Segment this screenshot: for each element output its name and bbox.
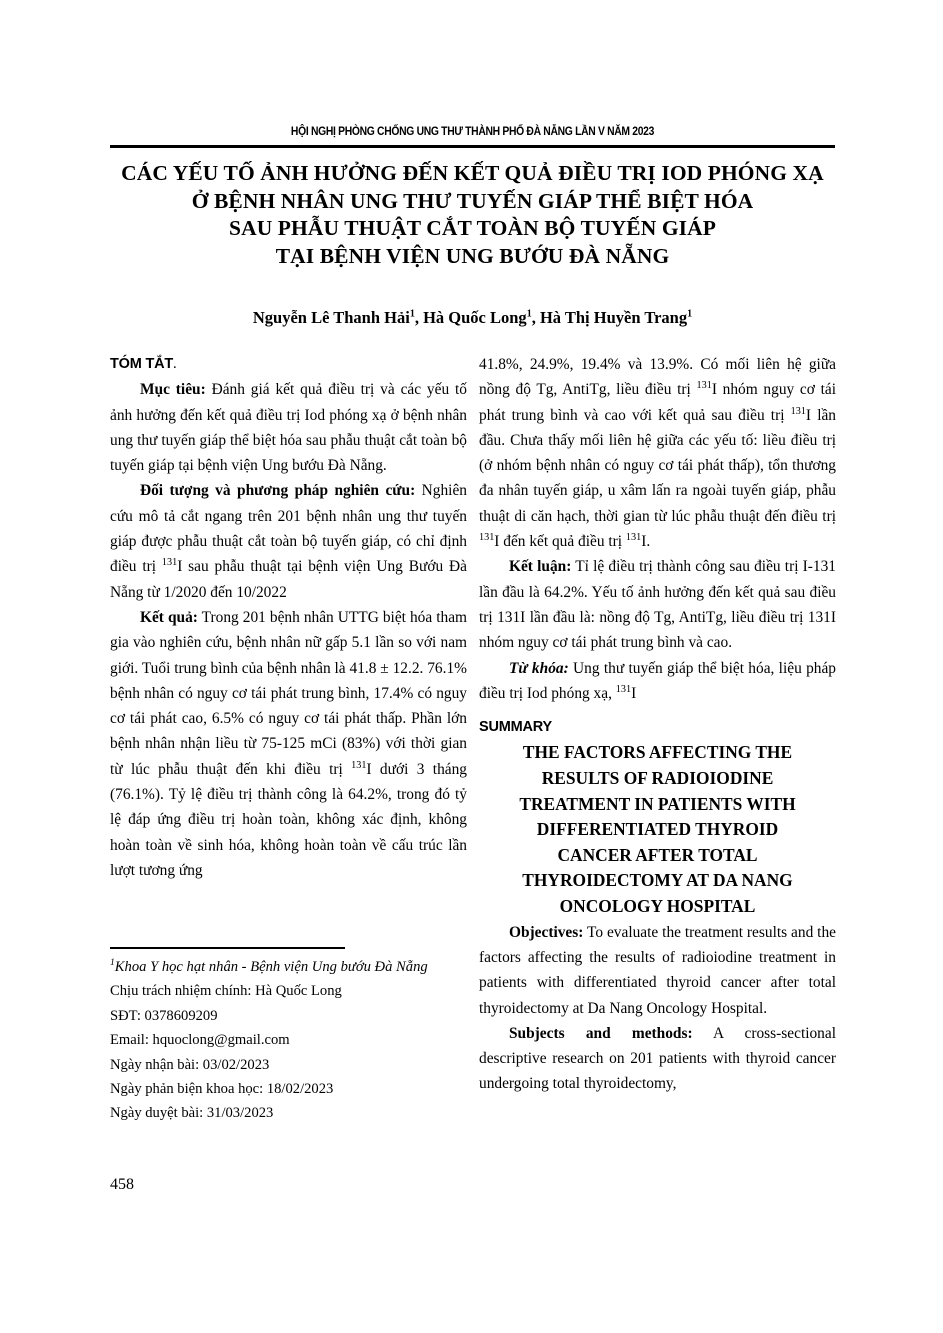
subjects-body-en: A cross-sectional descriptive research on 201 patients with thyroid cancer undergoing total thyroidectomy, bbox=[479, 1024, 836, 1093]
summary-title-line-7: ONCOLOGY HOSPITAL bbox=[559, 896, 756, 917]
footnote-affiliation-text: Khoa Y học hạt nhân - Bệnh viện Ung bướu Đà Nẵng bbox=[114, 959, 428, 975]
isotope-superscript: 131 bbox=[625, 531, 642, 543]
summary-title-line-3: TREATMENT IN PATIENTS WITH bbox=[519, 793, 796, 814]
isotope-superscript: 131 bbox=[479, 531, 495, 543]
summary-title-line-1: THE FACTORS AFFECTING THE bbox=[522, 742, 793, 763]
title-line-4: TẠI BỆNH VIỆN UNG BƯỚU ĐÀ NẴNG bbox=[275, 243, 670, 268]
results-body-vi-2: I dưới 3 tháng (76.1%). Tỷ lệ điều trị thành công là 64.2%, trong đó tỷ lệ đáp ứng điều trị hoàn toàn, không xác định, không hoàn toàn về sinh hóa, không hoàn toàn về cấu trúc lần lượt tương ứng bbox=[110, 760, 467, 879]
results-body-vi-6: I đến kết quả điều trị bbox=[494, 533, 626, 551]
article-title bbox=[110, 160, 835, 270]
abstract-results-vi-part1 bbox=[110, 605, 467, 883]
isotope-superscript: 131 bbox=[790, 405, 806, 417]
footnote-block bbox=[110, 955, 467, 1126]
results-body-vi-3: 41.8%, 24.9%, 19.4% và 13.9%. Có mối liên hệ giữa nồng độ Tg, AntiTg, liều điều trị bbox=[479, 356, 836, 399]
conclusion-label-vi: Kết luận: bbox=[509, 558, 572, 576]
results-body-vi-4: I nhóm nguy cơ tái phát trung bình và cao với kết quả sau điều trị bbox=[479, 381, 836, 424]
summary-title-line-6: THYROIDECTOMY AT DA NANG bbox=[522, 870, 793, 891]
conclusion-body-vi: Tỉ lệ điều trị thành công sau điều trị I-131 lần đầu là 64.2%. Yếu tố ảnh hưởng đến kết quả sau điều trị 131I lần đầu là: nồng độ Tg, AntiTg, liều điều trị 131I nhóm nguy cơ tái phát trung bình và cao. bbox=[479, 558, 836, 652]
page-number: 458 bbox=[110, 1176, 134, 1193]
header-rule bbox=[110, 145, 835, 148]
author-name-1: Nguyễn Lê Thanh Hải bbox=[252, 308, 410, 327]
summary-subjects-en bbox=[479, 1021, 836, 1097]
objective-label-vi: Mục tiêu: bbox=[140, 381, 206, 399]
left-column bbox=[110, 352, 467, 883]
isotope-superscript: 131 bbox=[696, 380, 712, 392]
footnote-line-reviewed: Ngày phản biện khoa học: 18/02/2023 bbox=[110, 1081, 334, 1098]
keywords-body-vi-2: I bbox=[631, 684, 637, 702]
isotope-superscript: 131 bbox=[615, 683, 632, 695]
author-affil-1: 1 bbox=[409, 308, 415, 320]
footnote-line-received: Ngày nhận bài: 03/02/2023 bbox=[110, 1056, 270, 1073]
results-body-vi-7: I. bbox=[641, 533, 651, 551]
summary-heading-en: SUMMARY bbox=[479, 719, 552, 736]
abstract-heading-vi-label: TÓM TẮT bbox=[110, 356, 174, 372]
author-list: Nguyễn Lê Thanh Hải$^1$, Hà Quốc Long$^1$, Hà Thị Huyền Trang$^1$ bbox=[252, 308, 693, 327]
abstract-methods-vi bbox=[110, 478, 467, 604]
footnote-line-phone: SĐT: 0378609209 bbox=[110, 1007, 218, 1024]
isotope-superscript: 131 bbox=[161, 557, 178, 569]
methods-body-vi-1: Nghiên cứu mô tả cắt ngang trên 201 bệnh nhân ung thư tuyến giáp được phẫu thuật cắt toàn bộ tuyến giáp, có chỉ định điều trị bbox=[110, 482, 467, 576]
summary-title-en bbox=[479, 740, 836, 919]
results-body-vi-5: I lần đầu. Chưa thấy mối liên hệ giữa các yếu tố: liều điều trị (ở nhóm bệnh nhân có nguy cơ tái phát thấp), tổn thương đa nhân tuyến giáp, u xâm lấn ra ngoài tuyến giáp, phẫu thuật di căn hạch, thời gian từ lúc phẫu thuật đến điều trị bbox=[479, 406, 836, 525]
footnote-line-corresponding: Chịu trách nhiệm chính: Hà Quốc Long bbox=[110, 983, 342, 1000]
abstract-keywords-vi bbox=[479, 656, 836, 707]
footnote-affiliation bbox=[110, 955, 467, 979]
summary-title-line-2: RESULTS OF RADIOIODINE bbox=[541, 768, 774, 789]
title-line-2: Ở BỆNH NHÂN UNG THƯ TUYẾN GIÁP THỂ BIỆT HÓA bbox=[191, 188, 754, 213]
methods-body-vi-2: I sau phẫu thuật tại bệnh viện Ung Bướu Đà Nẵng từ 1/2020 đến 10/2022 bbox=[110, 558, 467, 601]
author-affil-3: 1 bbox=[687, 308, 693, 320]
abstract-objective-vi bbox=[110, 377, 467, 478]
summary-objectives-en bbox=[479, 920, 836, 1021]
right-column bbox=[479, 352, 836, 1097]
author-name-3: Hà Thị Huyền Trang bbox=[539, 308, 688, 327]
results-body-vi-1: Trong 201 bệnh nhân UTTG biệt hóa tham gia vào nghiên cứu, bệnh nhân nữ gấp 5.1 lần so với nam giới. Tuổi trung bình của bệnh nhân là 41.8 ± 12.2. 76.1% bệnh nhân có nguy cơ tái phát trung bình, 17.4% có nguy cơ tái phát cao, 6.5% có nguy cơ tái phát thấp. Phần lớn bệnh nhân nhận liều từ 75-125 mCi (83%) với thời gian từ lúc phẫu thuật đến khi điều trị bbox=[110, 608, 467, 778]
objectives-body-en: To evaluate the treatment results and the factors affecting the results of radioiodine treatment in patients with differentiated thyroid cancer after total thyroidectomy at Da Nang Oncology Hospital. bbox=[479, 923, 836, 1017]
footnote-line-email[interactable]: Email: hquoclong@gmail.com bbox=[110, 1032, 290, 1049]
summary-title-line-5: CANCER AFTER TOTAL bbox=[557, 844, 758, 865]
objective-body-vi: Đánh giá kết quả điều trị và các yếu tố ảnh hưởng đến kết quả điều trị Iod phóng xạ ở bệnh nhân ung thư tuyến giáp thể biệt hóa sau phẫu thuật cắt toàn bộ tuyến giáp tại bệnh viện Ung bướu Đà Nẵng. bbox=[110, 381, 468, 475]
footnote-affiliation-marker: 1 bbox=[110, 957, 115, 969]
keywords-label-vi: Từ khóa: bbox=[509, 659, 569, 677]
keywords-body-vi-1: Ung thư tuyến giáp thể biệt hóa, liệu pháp điều trị Iod phóng xạ, bbox=[479, 659, 836, 702]
title-line-3: SAU PHẪU THUẬT CẮT TOÀN BỘ TUYẾN GIÁP bbox=[229, 216, 716, 240]
isotope-superscript: 131 bbox=[351, 759, 367, 771]
methods-label-vi: Đối tượng và phương pháp nghiên cứu: bbox=[140, 482, 416, 500]
title-line-1: CÁC YẾU TỐ ẢNH HƯỞNG ĐẾN KẾT QUẢ ĐIỀU TRỊ IOD PHÓNG XẠ bbox=[121, 161, 824, 185]
results-label-vi: Kết quả: bbox=[140, 608, 198, 626]
author-name-2: Hà Quốc Long bbox=[423, 308, 527, 327]
footnote-rule bbox=[110, 947, 345, 949]
footnote-line-accepted: Ngày duyệt bài: 31/03/2023 bbox=[110, 1105, 274, 1122]
author-affil-2: 1 bbox=[526, 308, 532, 320]
running-header: HỘI NGHỊ PHÒNG CHỐNG UNG THƯ THÀNH PHỐ ĐÀ NẴNG LẦN V NĂM 2023 bbox=[290, 126, 655, 138]
summary-title-line-4: DIFFERENTIATED THYROID bbox=[536, 819, 779, 840]
abstract-results-vi-part2 bbox=[479, 352, 836, 554]
summary-spacer bbox=[479, 706, 836, 715]
abstract-heading-vi-tail: . bbox=[173, 356, 177, 372]
abstract-heading-vi bbox=[110, 352, 467, 377]
objectives-label-en: Objectives: bbox=[509, 923, 584, 941]
subjects-label-en: Subjects and methods: bbox=[509, 1024, 693, 1042]
abstract-conclusion-vi bbox=[479, 554, 836, 655]
